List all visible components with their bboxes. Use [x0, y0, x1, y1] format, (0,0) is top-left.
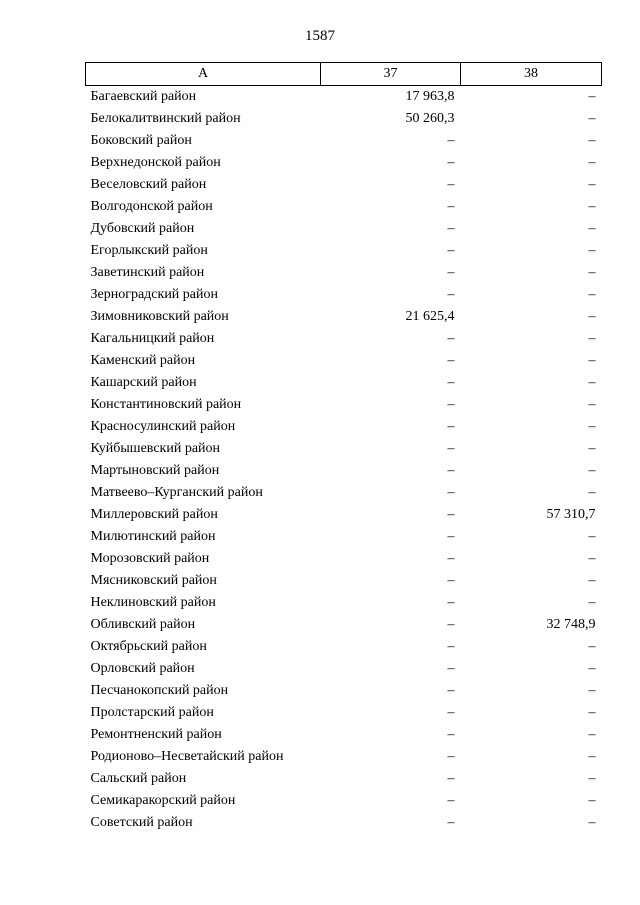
value-37-cell: –	[447, 221, 455, 236]
value-38-cell: –	[588, 771, 596, 786]
value-38-cell: –	[588, 331, 596, 346]
value-37-cell: –	[447, 353, 455, 368]
value-37-cell: –	[447, 683, 455, 698]
table-row	[86, 306, 602, 328]
value-38-cell: –	[588, 155, 596, 170]
value-38-cell: –	[588, 309, 596, 324]
value-38-cell: –	[588, 705, 596, 720]
value-37-cell: –	[447, 287, 455, 302]
value-38-cell: –	[588, 529, 596, 544]
district-name-cell: Дубовский район	[90, 221, 195, 236]
table-row	[86, 108, 602, 130]
district-name-cell: Обливский район	[90, 617, 196, 632]
district-name-cell: Зерноградский район	[90, 287, 218, 302]
table-row	[86, 240, 602, 262]
page-number: 1587	[305, 28, 335, 44]
value-38-cell: –	[588, 419, 596, 434]
table-row	[86, 372, 602, 394]
value-38-cell: –	[588, 639, 596, 654]
value-37-cell: –	[447, 199, 455, 214]
value-38-cell: –	[588, 353, 596, 368]
value-38-cell: –	[588, 661, 596, 676]
value-37-cell: –	[447, 397, 455, 412]
table-row	[86, 284, 602, 306]
table-row	[86, 570, 602, 592]
table-row	[86, 504, 602, 526]
district-name-cell: Семикаракорский район	[90, 793, 236, 808]
district-name-cell: Родионово–Несветайский район	[90, 749, 284, 764]
table-row	[86, 702, 602, 724]
district-name-cell: Морозовский район	[90, 551, 210, 566]
value-37-cell: 21 625,4	[405, 309, 455, 324]
district-name-cell: Песчанокопский район	[90, 683, 229, 698]
value-37-cell: –	[447, 419, 455, 434]
table-row	[86, 262, 602, 284]
value-38-cell: –	[588, 177, 596, 192]
district-name-cell: Багаевский район	[90, 89, 197, 104]
district-name-cell: Константиновский район	[90, 397, 242, 412]
value-37-cell: –	[447, 265, 455, 280]
value-38-cell: –	[588, 111, 596, 126]
value-38-cell: –	[588, 199, 596, 214]
district-name-cell: Орловский район	[90, 661, 195, 676]
value-38-cell: –	[588, 397, 596, 412]
value-37-cell: –	[447, 815, 455, 830]
table-row	[86, 328, 602, 350]
district-name-cell: Милютинский район	[90, 529, 216, 544]
district-name-cell: Заветинский район	[90, 265, 205, 280]
value-37-cell: –	[447, 793, 455, 808]
value-37-cell: –	[447, 749, 455, 764]
value-38-cell: –	[588, 133, 596, 148]
value-37-cell: –	[447, 133, 455, 148]
table-row	[86, 790, 602, 812]
district-name-cell: Веселовский район	[90, 177, 207, 192]
value-37-cell: –	[447, 375, 455, 390]
table-row	[86, 86, 602, 109]
district-name-cell: Сальский район	[90, 771, 187, 786]
header-row	[86, 63, 602, 86]
table-row	[86, 724, 602, 746]
table-row	[86, 680, 602, 702]
district-name-cell: Матвеево–Курганский район	[90, 485, 263, 500]
value-37-cell: –	[447, 705, 455, 720]
value-38-cell: –	[588, 287, 596, 302]
district-name-cell: Советский район	[90, 815, 193, 830]
value-37-cell: –	[447, 485, 455, 500]
district-name-cell: Мартыновский район	[90, 463, 220, 478]
value-38-cell: –	[588, 221, 596, 236]
value-38-cell: –	[588, 815, 596, 830]
district-name-cell: Миллеровский район	[90, 507, 218, 522]
value-37-cell: –	[447, 771, 455, 786]
table-row	[86, 548, 602, 570]
value-37-cell: –	[447, 617, 455, 632]
table-body	[86, 86, 602, 835]
value-37-cell: –	[447, 661, 455, 676]
value-38-cell: –	[588, 551, 596, 566]
value-37-cell: –	[447, 529, 455, 544]
table-row	[86, 196, 602, 218]
value-37-cell: –	[447, 727, 455, 742]
value-38-cell: –	[588, 463, 596, 478]
table-row	[86, 614, 602, 636]
value-37-cell: –	[447, 573, 455, 588]
value-37-cell: –	[447, 507, 455, 522]
table-row	[86, 438, 602, 460]
value-38-cell: –	[588, 727, 596, 742]
header-cell-38: 38	[461, 63, 602, 86]
table-row	[86, 636, 602, 658]
district-name-cell: Верхнедонской район	[90, 155, 221, 170]
value-38-cell: –	[588, 749, 596, 764]
table-row	[86, 218, 602, 240]
district-name-cell: Белокалитвинский район	[90, 111, 241, 126]
value-38-cell: –	[588, 441, 596, 456]
district-name-cell: Кашарский район	[90, 375, 197, 390]
value-37-cell: –	[447, 331, 455, 346]
district-name-cell: Ремонтненский район	[90, 727, 222, 742]
district-name-cell: Красносулинский район	[90, 419, 236, 434]
district-name-cell: Волгодонской район	[90, 199, 213, 214]
value-38-cell: –	[588, 573, 596, 588]
value-37-cell: –	[447, 155, 455, 170]
table-row	[86, 394, 602, 416]
district-name-cell: Егорлыкский район	[90, 243, 208, 258]
value-37-cell: –	[447, 463, 455, 478]
district-name-cell: Мясниковский район	[90, 573, 217, 588]
value-37-cell: –	[447, 177, 455, 192]
value-38-cell: 57 310,7	[546, 507, 596, 522]
table-row	[86, 130, 602, 152]
district-name-cell: Октябрьский район	[90, 639, 207, 654]
value-37-cell: –	[447, 639, 455, 654]
value-37-cell: –	[447, 551, 455, 566]
table-row	[86, 768, 602, 790]
value-38-cell: –	[588, 265, 596, 280]
value-38-cell: –	[588, 243, 596, 258]
value-37-cell: –	[447, 595, 455, 610]
value-38-cell: –	[588, 375, 596, 390]
table-row	[86, 174, 602, 196]
table-row	[86, 482, 602, 504]
value-38-cell: –	[588, 683, 596, 698]
district-name-cell: Кагальницкий район	[90, 331, 215, 346]
table-row	[86, 812, 602, 834]
table-row	[86, 460, 602, 482]
district-name-cell: Боковский район	[90, 133, 192, 148]
table-row	[86, 416, 602, 438]
table-row	[86, 350, 602, 372]
value-37-cell: 50 260,3	[405, 111, 455, 126]
table-header	[86, 63, 602, 86]
header-cell-name: А	[86, 63, 321, 86]
header-cell-37: 37	[321, 63, 461, 86]
district-name-cell: Зимовниковский район	[90, 309, 229, 324]
district-name-cell: Пролстарский район	[90, 705, 214, 720]
table-row	[86, 746, 602, 768]
table-row	[86, 152, 602, 174]
value-37-cell: –	[447, 243, 455, 258]
district-name-cell: Неклиновский район	[90, 595, 216, 610]
value-38-cell: –	[588, 485, 596, 500]
district-name-cell: Куйбышевский район	[90, 441, 221, 456]
district-name-cell: Каменский район	[90, 353, 196, 368]
table-row	[86, 658, 602, 680]
value-38-cell: –	[588, 595, 596, 610]
value-38-cell: –	[588, 793, 596, 808]
value-37-cell: –	[447, 441, 455, 456]
district-table	[85, 62, 602, 834]
table-row	[86, 526, 602, 548]
value-37-cell: 17 963,8	[405, 89, 455, 104]
value-38-cell: –	[588, 89, 596, 104]
value-38-cell: 32 748,9	[546, 617, 596, 632]
table-row	[86, 592, 602, 614]
